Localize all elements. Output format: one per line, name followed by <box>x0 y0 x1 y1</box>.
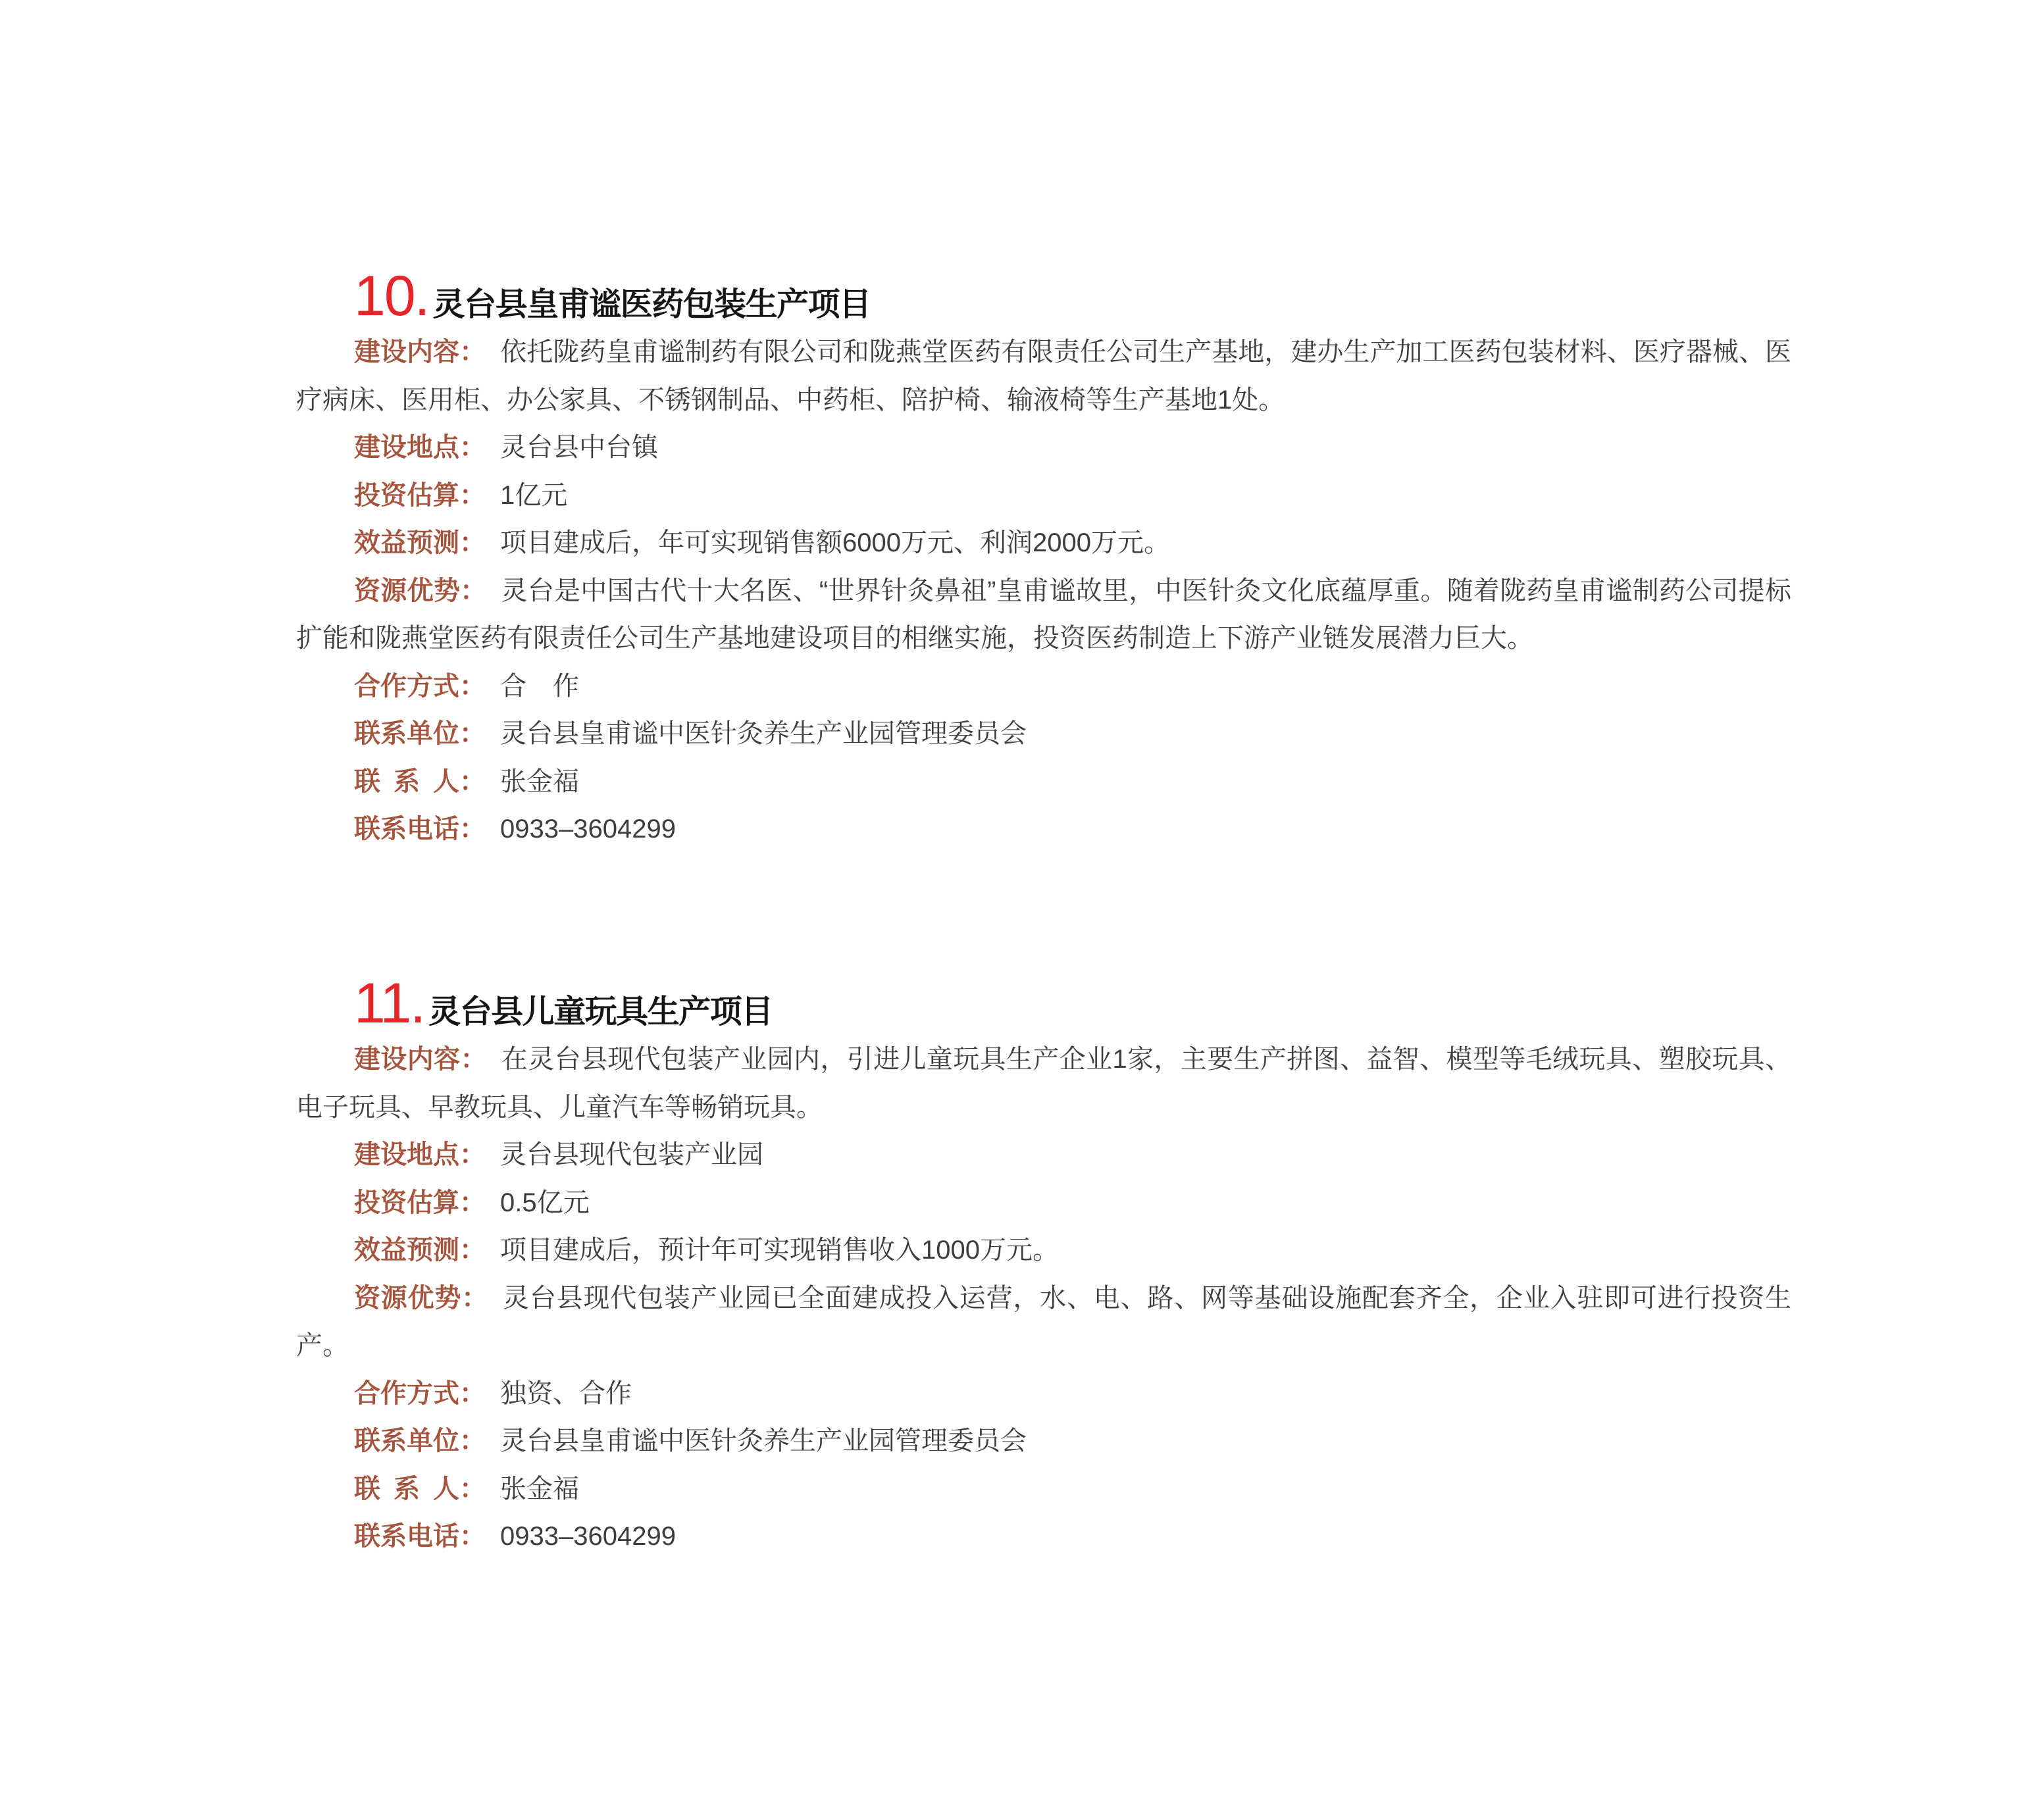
project-field-row <box>296 1465 1791 1513</box>
field-label: 投资估算： <box>354 1188 486 1217</box>
field-value: 灵台是中国古代十大名医、“世界针灸鼻祖”皇甫谧故里，中医针灸文化底蕴厚重。随着陇药皇甫谧制药公司提标扩能和陇燕堂医药有限责任公司生产基地建设项目的相继实施，投资医药制造上下游产业链发展潜力巨大。 <box>296 576 1792 653</box>
field-label: 联系单位： <box>354 1426 486 1455</box>
field-value: 依托陇药皇甫谧制药有限公司和陇燕堂医药有限责任公司生产基地，建办生产加工医药包装材料、医疗器械、医疗病床、医用柜、办公家具、不锈钢制品、中药柜、陪护椅、输液椅等生产基地1处。 <box>296 338 1792 415</box>
project-field-row <box>296 1179 1791 1227</box>
field-value: 灵台县中台镇 <box>500 433 658 462</box>
project-field-row <box>296 472 1791 520</box>
field-label: 投资估算： <box>354 480 486 510</box>
project-field-row <box>296 519 1791 567</box>
project-field-row <box>296 1131 1791 1179</box>
field-value: 0933–3604299 <box>500 815 676 843</box>
project-field-row <box>296 1417 1791 1465</box>
field-value: 灵台县现代包装产业园 <box>500 1140 763 1169</box>
field-label: 联系单位： <box>354 719 486 748</box>
project-field-row <box>296 567 1791 663</box>
field-value: 灵台县皇甫谧中医针灸养生产业园管理委员会 <box>500 1426 1027 1455</box>
project-field-row <box>296 663 1791 711</box>
field-label: 效益预测： <box>354 528 486 557</box>
project-field-row <box>296 758 1791 806</box>
field-label: 联系电话： <box>354 1522 486 1551</box>
field-label: 联 系 人： <box>354 1474 486 1503</box>
project-field-row <box>296 1513 1791 1561</box>
field-label: 合作方式： <box>354 1378 486 1408</box>
field-value: 0.5亿元 <box>500 1188 590 1217</box>
project-section <box>296 967 1791 1561</box>
field-label: 资源优势： <box>354 1283 489 1313</box>
field-label: 合作方式： <box>354 671 486 701</box>
field-label: 效益预测： <box>354 1236 486 1265</box>
field-value: 独资、合作 <box>500 1378 632 1408</box>
project-field-row <box>296 1036 1791 1131</box>
project-field-row <box>296 805 1791 853</box>
project-fields <box>296 1036 1791 1561</box>
project-field-row <box>296 710 1791 758</box>
field-value: 1亿元 <box>500 480 568 510</box>
project-title: 灵台县儿童玩具生产项目 <box>428 994 773 1030</box>
field-label: 联系电话： <box>354 815 486 843</box>
field-label: 建设内容： <box>354 1045 487 1074</box>
project-field-row <box>296 1370 1791 1418</box>
field-value: 灵台县现代包装产业园已全面建成投入运营，水、电、路、网等基础设施配套齐全，企业入驻即可进行投资生产。 <box>296 1283 1792 1360</box>
field-value: 灵台县皇甫谧中医针灸养生产业园管理委员会 <box>500 719 1027 748</box>
field-value: 张金福 <box>500 1474 579 1503</box>
field-value: 0933–3604299 <box>500 1522 676 1551</box>
project-field-row <box>296 424 1791 472</box>
project-field-row <box>296 328 1791 424</box>
project-number: 10. <box>354 264 429 328</box>
field-value: 合 作 <box>500 671 579 701</box>
field-label: 建设地点： <box>354 433 486 462</box>
field-value: 张金福 <box>500 767 579 796</box>
project-number: 11. <box>354 972 425 1035</box>
project-title-row <box>354 260 1791 328</box>
field-value: 项目建成后，年可实现销售额6000万元、利润2000万元。 <box>500 528 1170 557</box>
project-section <box>296 260 1791 853</box>
project-fields <box>296 328 1791 853</box>
project-field-row <box>296 1226 1791 1274</box>
field-label: 资源优势： <box>354 576 487 605</box>
project-title-row <box>354 967 1791 1036</box>
field-label: 联 系 人： <box>354 767 486 796</box>
field-label: 建设内容： <box>354 338 486 366</box>
field-label: 建设地点： <box>354 1140 486 1169</box>
field-value: 项目建成后，预计年可实现销售收入1000万元。 <box>500 1236 1059 1265</box>
project-field-row <box>296 1274 1791 1370</box>
project-title: 灵台县皇甫谧医药包装生产项目 <box>432 287 871 322</box>
field-value: 在灵台县现代包装产业园内，引进儿童玩具生产企业1家，主要生产拼图、益智、模型等毛绒玩具、塑胶玩具、电子玩具、早教玩具、儿童汽车等畅销玩具。 <box>296 1045 1792 1122</box>
